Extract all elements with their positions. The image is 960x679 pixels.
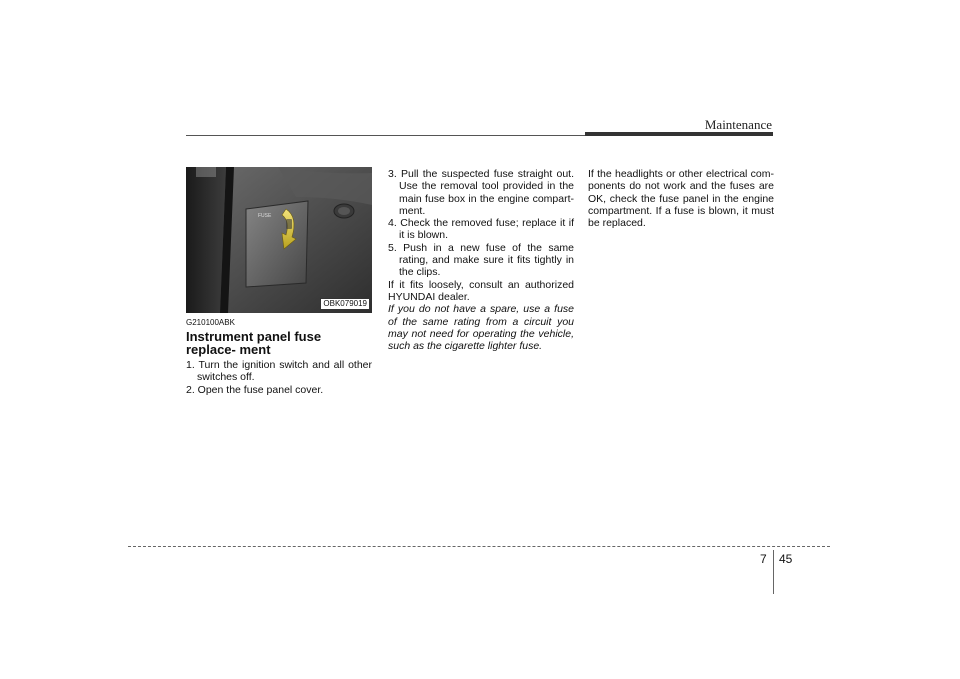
chapter-number: 7 bbox=[760, 552, 767, 566]
fuse-panel-figure bbox=[186, 167, 372, 313]
page-number: 45 bbox=[779, 552, 793, 566]
step-item: 2. Open the fuse panel cover. bbox=[186, 383, 324, 396]
section-title: Maintenance bbox=[704, 117, 772, 132]
figure-code: OBK079019 bbox=[320, 298, 370, 310]
step-item: 5. Push in a new fuse of the same rating, and make sure it fits tightly in the clips. bbox=[388, 241, 574, 279]
step-item: 1. Turn the ignition switch and all other switches off. bbox=[186, 359, 372, 384]
footer-dashed-rule bbox=[128, 546, 830, 547]
fuse-panel-cover bbox=[246, 201, 308, 287]
body-paragraph: If it fits loosely, consult an authorized HYUNDAI dealer. bbox=[388, 278, 574, 303]
section-heading: Instrument panel fuse replace- ment bbox=[186, 329, 322, 357]
column-1 bbox=[186, 318, 372, 396]
column-2 bbox=[388, 168, 574, 352]
step-item: 3. Pull the suspected fuse straight out. Use the removal tool provided in the main fuse box in the engine compart- ment. bbox=[388, 168, 574, 217]
section-code: G210100ABK bbox=[186, 318, 235, 327]
fuse-panel-latch bbox=[286, 219, 292, 229]
door-pillar bbox=[186, 167, 226, 313]
italic-note: If you do not have a spare, use a fuse of the same rating from a circuit you may not need for operating the vehicle, such as the cigarette lighter fuse. bbox=[388, 303, 574, 353]
fuse-label: FUSE bbox=[258, 213, 272, 219]
fuse-panel-illustration bbox=[186, 167, 372, 313]
step-item: 4. Check the removed fuse; replace it if it is blown. bbox=[388, 217, 574, 242]
body-paragraph: If the headlights or other electrical com- ponents do not work and the fuses are OK, check the fuse panel in the engine compartment. If a fuse is blown, it must be replaced. bbox=[588, 168, 774, 230]
footer-divider bbox=[773, 550, 774, 594]
column-3 bbox=[588, 168, 774, 229]
header-rule-accent bbox=[585, 132, 773, 136]
